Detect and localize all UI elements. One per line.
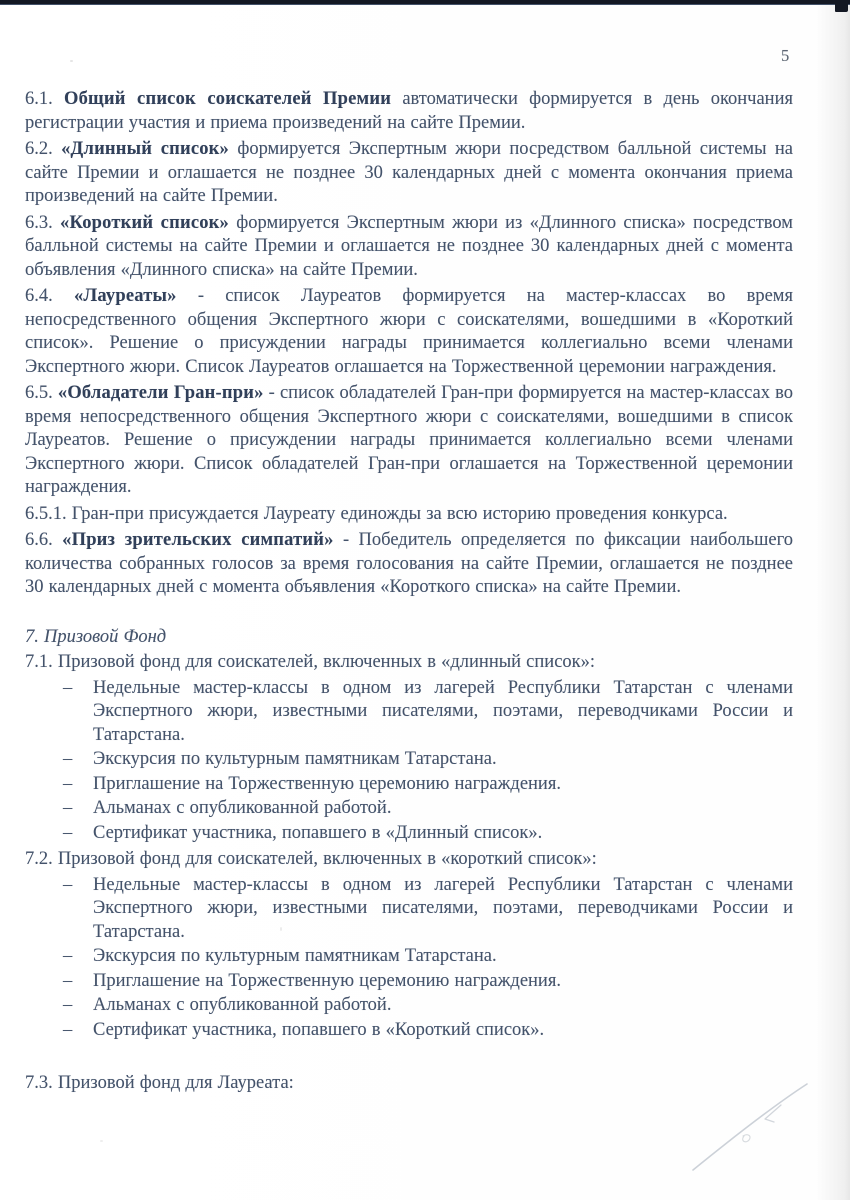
paragraph-7-3: [25, 1072, 793, 1096]
list-item-text: Недельные мастер-классы в одном из лагерей Республики Татарстан с членами Экспертного жюри, известными писателями, поэтами, переводчиками России и Татарстана.: [93, 874, 793, 942]
document-body: [25, 88, 793, 1099]
paragraph-6-4: [25, 285, 793, 379]
list-item: [25, 797, 793, 821]
list-item: [25, 1019, 793, 1043]
text-run: «Короткий список»: [60, 212, 229, 233]
page-number: 5: [781, 46, 790, 65]
text-run: - список обладателей Гран-при формируется на мастер-классах во время непосредственного общения Экспертного жюри с соискателями, вошедшими в список Лауреатов. Решение о присуждении награды принимается коллегиально всеми членами Экспертного жюри. Список обладателей Гран-при оглашается на Торжественной церемонии награждения.: [25, 383, 793, 497]
list-item: [25, 874, 793, 945]
bullet-dash-icon: –: [63, 677, 73, 698]
text-run: «Длинный список»: [61, 139, 229, 159]
section-7-heading: [25, 626, 793, 650]
prize-list-7-1: [25, 677, 793, 846]
list-item-text: Приглашение на Торжественную церемонию награждения.: [93, 970, 561, 991]
text-run: «Приз зрительских симпатий»: [62, 530, 334, 550]
list-item: [25, 970, 793, 994]
text-run: автоматически формируется в день окончания регистрации участия и приема произведений на сайте Премии.: [25, 89, 793, 133]
text-run: 6.3.: [25, 212, 61, 233]
paragraph-6-2: [25, 138, 793, 209]
text-run: - Победитель определяется по фиксации наибольшего количества собранных голосов за время голосования на сайте Премии, оглашается не позднее 30 календарных дней с момента объявления «Короткого списка» на сайте Премии.: [25, 530, 794, 597]
text-run: формируется Экспертным жюри из «Длинного списка» посредством балльной системы на сайте Премии и оглашается не позднее 30 календарных дней с момента объявления «Длинного списка» на сайте Премии.: [25, 212, 794, 280]
list-item: [25, 822, 793, 846]
list-item-text: Экскурсия по культурным памятникам Татарстана.: [93, 946, 497, 966]
bullet-dash-icon: –: [63, 1019, 73, 1040]
scan-edge-tab: [835, 0, 848, 12]
list-item: [25, 945, 793, 969]
pencil-mark: [685, 1078, 815, 1178]
text-run: 6.5.: [25, 383, 58, 403]
text-run: 6.4.: [25, 286, 74, 306]
text-run: 7. Призовой Фонд: [25, 626, 167, 647]
paragraph-7-2: [25, 848, 793, 872]
bullet-dash-icon: –: [63, 773, 73, 794]
scan-speckle: [280, 927, 282, 931]
scan-edge-top: [0, 0, 850, 5]
list-item: [25, 773, 793, 797]
list-item-text: Недельные мастер-классы в одном из лагерей Республики Татарстан с членами Экспертного жюри, известными писателями, поэтами, переводчиками России и Татарстана.: [93, 677, 793, 745]
paragraph-6-1: [25, 88, 793, 135]
list-item-text: Приглашение на Торжественную церемонию награждения.: [93, 773, 561, 794]
bullet-dash-icon: –: [63, 798, 73, 818]
list-item-text: Сертификат участника, попавшего в «Длинный список».: [93, 822, 543, 843]
paragraph-6-5-1: [25, 503, 793, 527]
text-run: «Обладатели Гран-при»: [57, 383, 264, 403]
scan-speckle: [70, 60, 73, 62]
text-run: «Лауреаты»: [73, 286, 177, 306]
prize-list-7-2: [25, 874, 793, 1043]
paragraph-6-3: [25, 212, 793, 283]
list-item-text: Экскурсия по культурным памятникам Татарстана.: [93, 749, 497, 769]
paragraph-6-6: [25, 529, 793, 600]
text-run: - список Лауреатов формируется на мастер-классах во время непосредственного общения Экспертного жюри с соискателями, вошедшими в «Короткий список». Решение о присуждении награды принимается коллегиально всеми членами Экспертного жюри. Список Лауреатов оглашается на Торжественной церемонии награждения.: [25, 286, 793, 377]
list-item: [25, 677, 793, 748]
list-item: [25, 994, 793, 1018]
list-item: [25, 748, 793, 772]
text-run: 7.2. Призовой фонд для соискателей, включенных в «короткий список»:: [25, 849, 597, 869]
bullet-dash-icon: –: [63, 822, 73, 843]
scan-speckle: [455, 903, 457, 908]
text-run: 7.1. Призовой фонд для соискателей, включенных в «длинный список»:: [25, 652, 596, 672]
text-run: Общий список соискателей Премии: [64, 89, 392, 109]
text-run: 6.1.: [25, 89, 65, 109]
text-run: 6.5.1. Гран-при присуждается Лауреату единожды за всю историю проведения конкурса.: [25, 503, 728, 524]
bullet-dash-icon: –: [63, 995, 73, 1015]
bullet-dash-icon: –: [63, 970, 73, 991]
paragraph-6-5: [25, 382, 793, 500]
list-item-text: Альманах с опубликованной работой.: [93, 798, 392, 818]
bullet-dash-icon: –: [63, 749, 73, 769]
text-run: формируется Экспертным жюри посредством балльной системы на сайте Премии и оглашается не позднее 30 календарных дней с момента окончания приема произведений на сайте Премии.: [25, 139, 793, 206]
text-run: 6.2.: [25, 139, 62, 159]
list-item-text: Сертификат участника, попавшего в «Короткий список».: [93, 1019, 545, 1040]
text-run: 7.3. Призовой фонд для Лауреата:: [25, 1073, 294, 1093]
bullet-dash-icon: –: [63, 874, 73, 895]
list-item-text: Альманах с опубликованной работой.: [93, 995, 392, 1015]
scan-speckle: [100, 1140, 103, 1142]
paragraph-7-1: [25, 651, 793, 675]
bullet-dash-icon: –: [63, 946, 73, 966]
text-run: 6.6.: [25, 530, 63, 550]
